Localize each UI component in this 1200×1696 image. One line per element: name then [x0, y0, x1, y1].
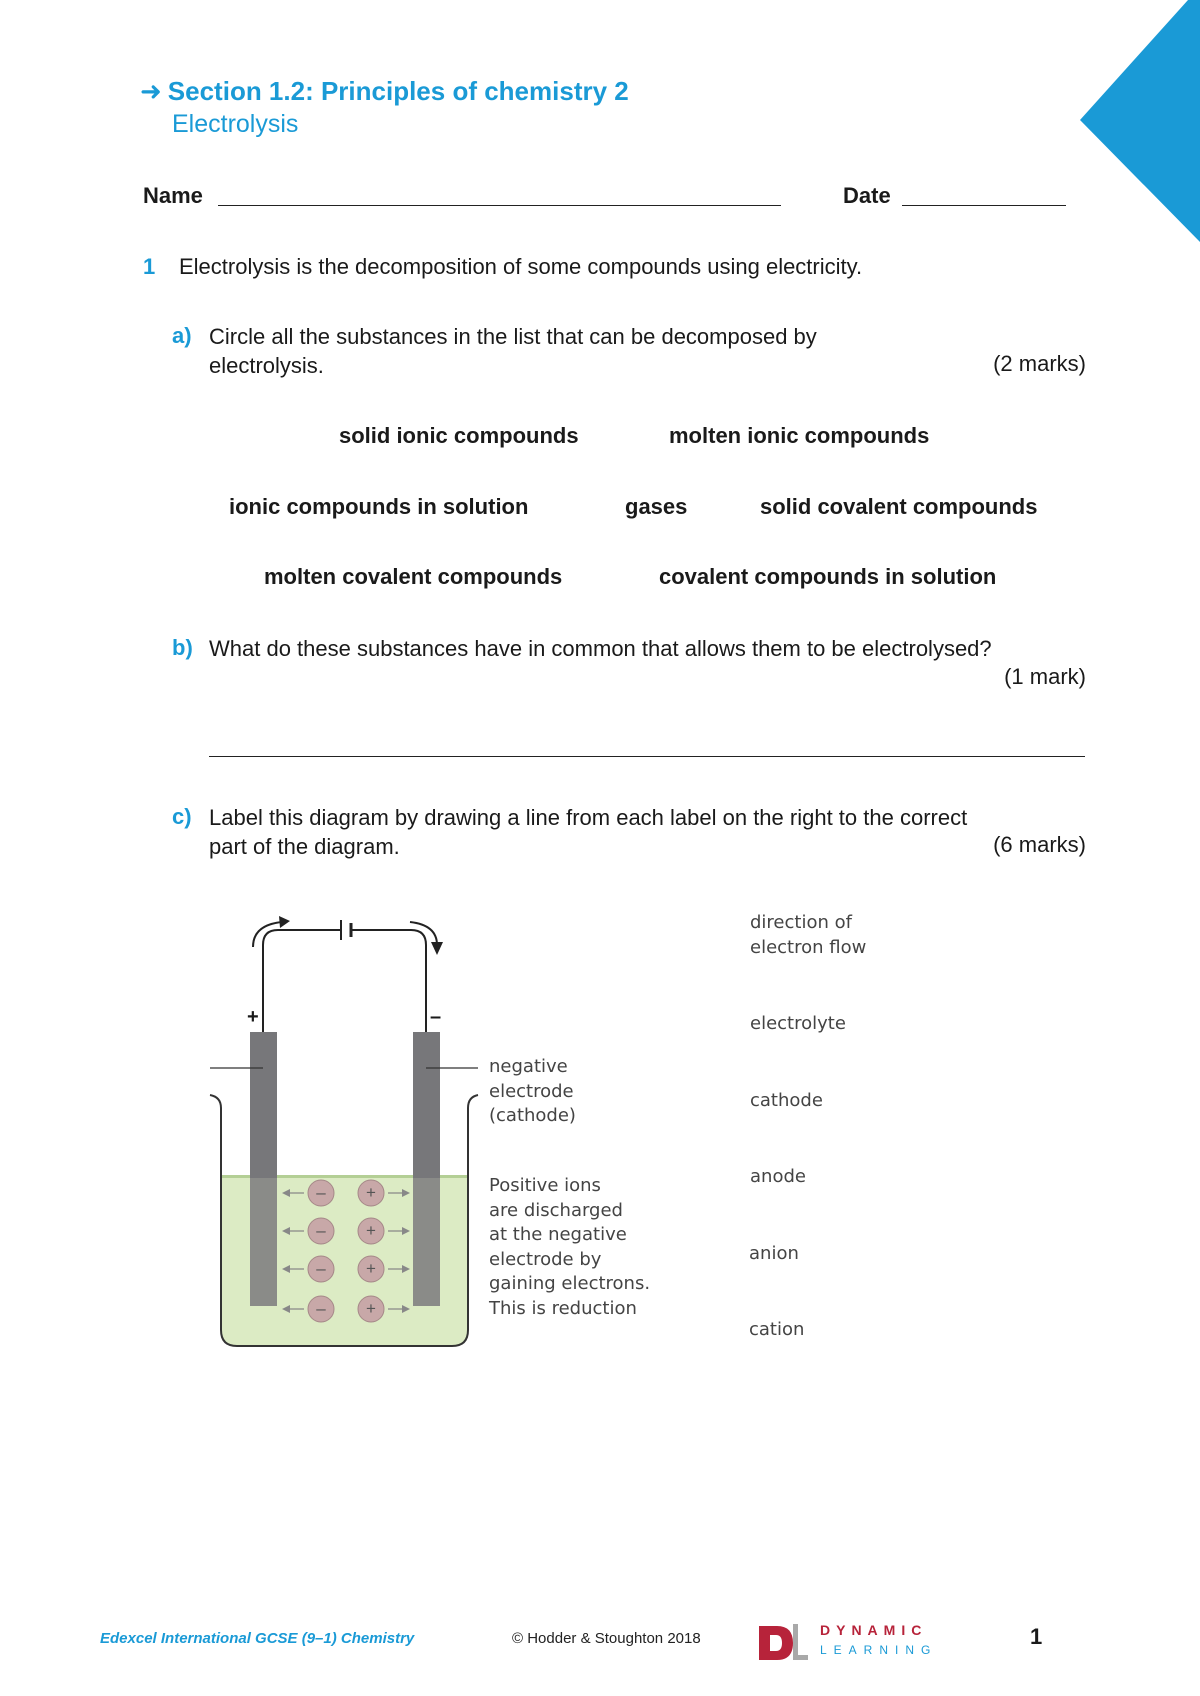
cation-sign: +: [366, 1183, 376, 1202]
date-label: Date: [843, 183, 891, 208]
label-anode[interactable]: anode: [750, 1166, 806, 1187]
label-cathode[interactable]: cathode: [750, 1090, 823, 1111]
choice-covalent-solution[interactable]: covalent compounds in solution: [659, 564, 997, 589]
label-direction-of-electron-flow[interactable]: direction of electron flow: [750, 912, 867, 958]
part-c-line1: Label this diagram by drawing a line from each label on the right to the correct: [209, 805, 968, 830]
logo-learning-text: LEARNING: [820, 1643, 938, 1657]
label-electrolyte[interactable]: electrolyte: [750, 1013, 846, 1034]
wire-left: [263, 930, 341, 1032]
negative-terminal-sign: –: [430, 1006, 442, 1028]
choice-solid-covalent[interactable]: solid covalent compounds: [760, 494, 1038, 519]
wire-right: [351, 930, 426, 1032]
footer-copyright: © Hodder & Stoughton 2018: [512, 1630, 701, 1647]
anion-sign: –: [316, 1259, 326, 1278]
part-a-line2: electrolysis.: [209, 353, 324, 378]
part-c-label: c): [172, 804, 192, 829]
name-field[interactable]: [218, 205, 781, 206]
anion-sign: –: [316, 1183, 326, 1202]
part-b-label: b): [172, 635, 193, 660]
anion-sign: –: [316, 1221, 326, 1240]
arrow-right-icon: ➜: [140, 76, 162, 106]
footer-course: Edexcel International GCSE (9–1) Chemistry: [100, 1630, 415, 1647]
label-anion[interactable]: anion: [749, 1243, 799, 1264]
choice-ionic-solution[interactable]: ionic compounds in solution: [229, 494, 529, 519]
part-a-label: a): [172, 323, 192, 348]
part-a-line1: Circle all the substances in the list that can be decomposed by: [209, 324, 817, 349]
positive-terminal-sign: +: [247, 1006, 259, 1028]
cation-sign: +: [366, 1221, 376, 1240]
part-c-text: [209, 803, 967, 861]
anion-sign: –: [316, 1299, 326, 1318]
part-c-marks: (6 marks): [993, 832, 1086, 857]
section-title-text: Section 1.2: Principles of chemistry 2: [167, 76, 629, 106]
choice-solid-ionic[interactable]: solid ionic compounds: [339, 423, 579, 448]
question-number: 1: [143, 254, 156, 279]
date-field[interactable]: [902, 205, 1066, 206]
label-cation[interactable]: cation: [749, 1319, 805, 1340]
choice-molten-covalent[interactable]: molten covalent compounds: [264, 564, 563, 589]
part-a-text: [209, 322, 817, 380]
part-b-marks: (1 mark): [1004, 664, 1086, 689]
choice-gases[interactable]: gases: [625, 494, 688, 519]
electrolysis-diagram: [200, 905, 490, 1355]
logo-dynamic-text: DYNAMIC: [820, 1622, 928, 1638]
dynamic-learning-logo-icon: [757, 1622, 809, 1664]
question-text: Electrolysis is the decomposition of some compounds using electricity.: [179, 254, 863, 279]
part-b-answer-line[interactable]: [209, 756, 1085, 757]
cation-sign: +: [366, 1259, 376, 1278]
electrode-caption: negative electrode (cathode): [489, 1056, 576, 1126]
section-subtitle: Electrolysis: [172, 110, 299, 138]
page-number: 1: [1030, 1624, 1043, 1649]
electron-flow-arrow-right: [410, 922, 437, 945]
name-label: Name: [143, 183, 203, 208]
section-title: [140, 76, 629, 107]
part-c-line2: part of the diagram.: [209, 834, 400, 859]
choice-molten-ionic[interactable]: molten ionic compounds: [669, 423, 930, 448]
part-b-text: What do these substances have in common that allows them to be electrolysed?: [209, 636, 992, 661]
corner-triangle-decoration: [1070, 0, 1200, 250]
reduction-note: Positive ions are discharged at the negative electrode by gaining electrons. This is reduction: [489, 1175, 651, 1319]
part-a-marks: (2 marks): [993, 351, 1086, 376]
cation-sign: +: [366, 1299, 376, 1318]
